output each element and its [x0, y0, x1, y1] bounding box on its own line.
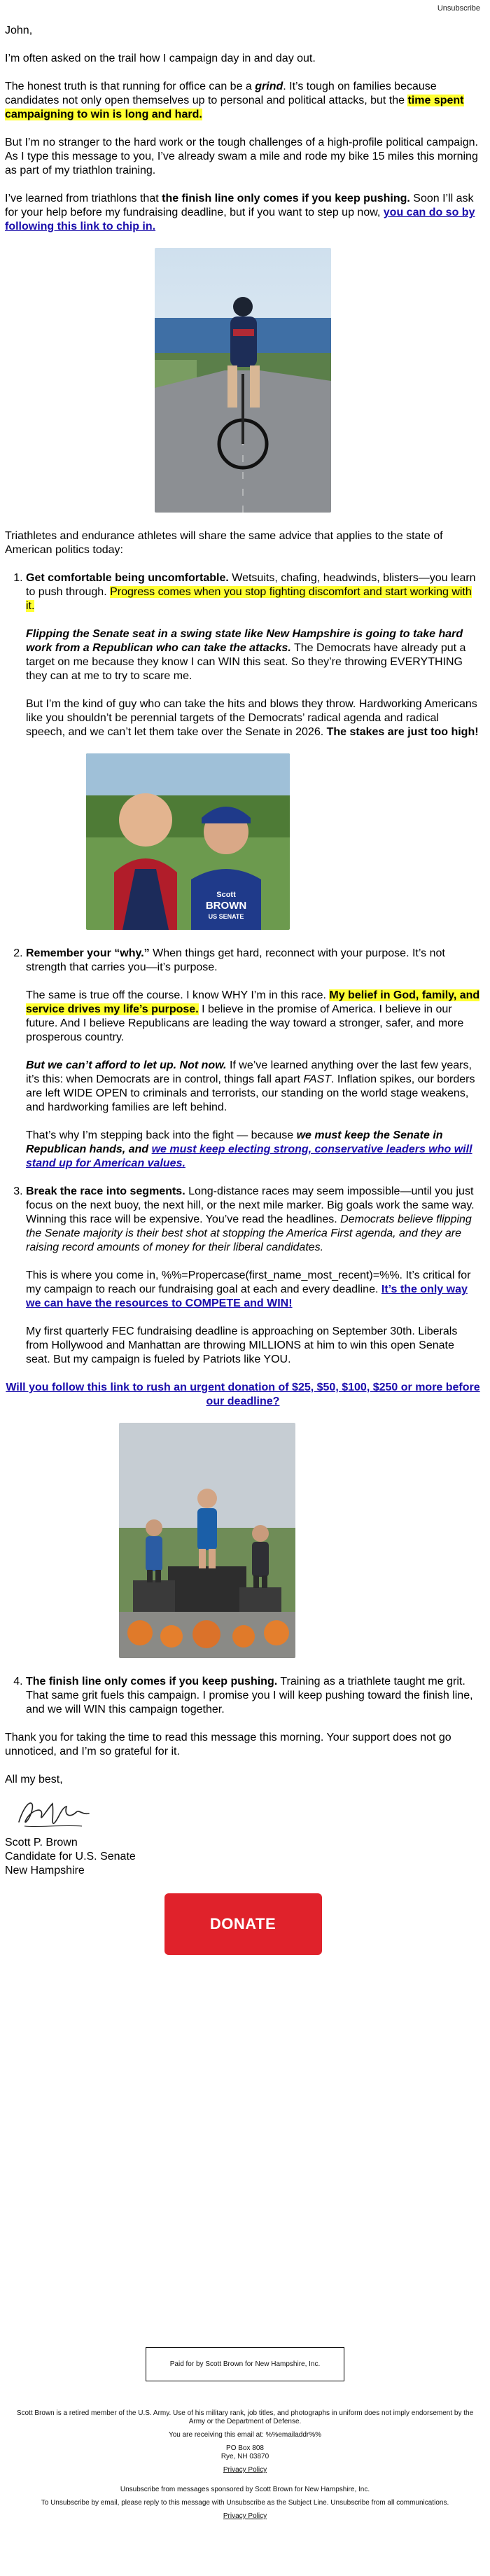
- unsubscribe-line[interactable]: Unsubscribe from messages sponsored by Scott Brown for New Hampshire, Inc.: [120, 2486, 370, 2493]
- footer: [0, 2347, 490, 2526]
- signature-image: [12, 1794, 96, 1832]
- address-line-1: PO Box 808: [226, 2444, 264, 2452]
- receiving-notice: You are receiving this email at: %%emailaddr%%: [168, 2431, 322, 2439]
- item-4-paragraph-1: 4. The finish line only comes if you keep pushing. Training as a triathlete taught me grit. That same grit fuels this campaign. I promise you I will keep pushing toward the finish line, and we will WIN this campaign together.: [26, 1676, 473, 1715]
- military-disclaimer: Scott Brown is a retired member of the U.S. Army. Use of his military rank, job titles, and photographs in uniform does not imply endorsement by the Army or the Department of Defense.: [16, 2409, 474, 2425]
- triathlete-cycling-photo: [155, 248, 331, 513]
- conservative-leaders-link[interactable]: we must keep electing strong, conservative leaders who will stand up for American values.: [26, 1143, 472, 1169]
- email-body: [5, 24, 481, 1955]
- item-3-paragraph-1: 3. Break the race into segments. Long-distance races may seem impossible—until you just focus on the next buoy, the next hill, or the next mile marker. Big goals work the same way. Winning this race will be expensive. You’ve read the headlines. Democrats believe flipping the Senate majority is their best shot at stopping the America First agenda, and they are raising record amounts of money for their liberal candidates.: [26, 1185, 475, 1253]
- donate-button[interactable]: DONATE: [164, 1893, 322, 1955]
- donation-cta: [5, 1381, 481, 1409]
- address-line-2: Rye, NH 03870: [220, 2453, 270, 2460]
- advice-list: [5, 571, 481, 1717]
- item-3-paragraph-2: This is where you come in, %%=Propercase(first_name_most_recent)=%%. It’s critical for my campaign to reach our fundraising goal at each and every deadline. It’s the only way we can have the resources to COMPETE and WIN!: [26, 1269, 471, 1309]
- signer-name: Scott P. Brown: [5, 1837, 78, 1849]
- privacy-policy-link-2[interactable]: Privacy Policy: [223, 2512, 267, 2520]
- highlight-text: My belief in God, family, and service drives my life’s purpose.: [26, 989, 480, 1015]
- highlight-text: time spent campaigning to win is long and hard.: [5, 95, 464, 120]
- advice-intro: Triathletes and endurance athletes will share the same advice that applies to the state of American politics today:: [5, 530, 443, 556]
- item-3-paragraph-3: My first quarterly FEC fundraising deadline is approaching on September 30th. Liberals from Hollywood and Manhattan are throwing MILLIONS at him to win this open Senate seat. But my campaign is fueled by Patriots like YOU.: [26, 1325, 458, 1365]
- paid-for-disclaimer: Paid for by Scott Brown for New Hampshire, Inc.: [146, 2347, 345, 2381]
- privacy-policy-link-1[interactable]: Privacy Policy: [223, 2466, 267, 2474]
- email-unsubscribe-instructions: To Unsubscribe by email, please reply to this message with Unsubscribe as the Subject Line. Unsubscribe from all communications.: [41, 2499, 449, 2507]
- signer-role: Candidate for U.S. Senate: [5, 1851, 136, 1863]
- podium-photo: [119, 1423, 295, 1658]
- intro-paragraph-4: I’ve learned from triathlons that the finish line only comes if you keep pushing. Soon I’ll ask for your help before my fundraising deadline, but if you want to step up now, you can do so by following this link to chip in.: [5, 193, 475, 232]
- signer-state: New Hampshire: [5, 1865, 85, 1877]
- item-1-paragraph-2: Flipping the Senate seat in a swing state like New Hampshire is going to take hard work from a Republican who can take the attacks. The Democrats have already put a target on me because they know I can WIN this seat. So they’re throwing EVERYTHING they can at me to try to scare me.: [26, 628, 466, 682]
- intro-paragraph-3: But I’m no stranger to the hard work or the tough challenges of a high-profile political campaign. As I type this message to you, I’ve already swam a mile and rode my bike 15 miles this morning as part of my triathlon training.: [5, 137, 478, 176]
- list-item: [26, 1675, 481, 1717]
- item-2-paragraph-2: The same is true off the course. I know WHY I’m in this race. My belief in God, family, and service drives my life’s purpose. I believe in the promise of America. I believe in our future. And I believe Republicans are leading the way toward a stronger, safer, and more prosperous country.: [26, 989, 480, 1043]
- item-2-paragraph-3: But we can’t afford to let up. Not now. If we’ve learned anything over the last few years, it’s this: when Democrats are in control, things fall apart FAST. Inflation spikes, our borders are left WIDE OPEN to criminals and terrorists, our standing on the world stage weakens, and hardworking families are left behind.: [26, 1059, 475, 1113]
- greeting: John,: [5, 25, 33, 36]
- list-item: [6, 1185, 481, 1658]
- signature-block: [5, 1836, 481, 1878]
- item-2-paragraph-4: That’s why I’m stepping back into the fight — because we must keep the Senate in Republican hands, and we must keep electing strong, conservative leaders who will stand up for American values.: [26, 1129, 472, 1169]
- intro-paragraph-2: The honest truth is that running for office can be a grind. It’s tough on families because candidates not only open themselves up to personal and political attacks, but the time spent campaigning to win is long and hard.: [5, 81, 464, 120]
- item-1-paragraph-1: 1. Get comfortable being uncomfortable. Wetsuits, chafing, headwinds, blisters—you learn to push through. Progress comes when you stop fighting discomfort and start working with it.: [26, 572, 476, 612]
- highlight-text: Progress comes when you stop fighting discomfort and start working with it.: [26, 586, 472, 612]
- list-item: [26, 571, 481, 930]
- selfie-photo: [86, 753, 290, 930]
- shirt-text-line2: BROWN: [205, 900, 247, 912]
- donation-cta-link[interactable]: Will you follow this link to rush an urgent donation of $25, $50, $100, $250 or more before our deadline?: [6, 1381, 480, 1407]
- unsubscribe-link-top[interactable]: Unsubscribe: [437, 4, 480, 13]
- chip-in-link[interactable]: you can do so by following this link to chip in.: [5, 207, 475, 232]
- shirt-text-line3: US SENATE: [208, 913, 244, 920]
- intro-paragraph-1: I’m often asked on the trail how I campaign day in and day out.: [5, 53, 316, 64]
- compete-and-win-link[interactable]: It’s the only way we can have the resources to COMPETE and WIN!: [26, 1283, 468, 1309]
- signoff: All my best,: [5, 1774, 63, 1785]
- item-2-paragraph-1: 2. Remember your “why.” When things get hard, reconnect with your purpose. It’s not strength that carries you—it’s purpose.: [26, 947, 445, 973]
- closing-paragraph: Thank you for taking the time to read this message this morning. Your support does not go unnoticed, and I’m so grateful for it.: [5, 1732, 451, 1757]
- list-item: [26, 947, 481, 1171]
- item-1-paragraph-3: But I’m the kind of guy who can take the hits and blows they throw. Hardworking Americans like you shouldn’t be perennial targets of the Democrats’ radical agenda and radical speech, and we can’t let them take over the Senate in 2026. The stakes are just too high!: [26, 698, 479, 738]
- shirt-text-line1: Scott: [216, 891, 236, 899]
